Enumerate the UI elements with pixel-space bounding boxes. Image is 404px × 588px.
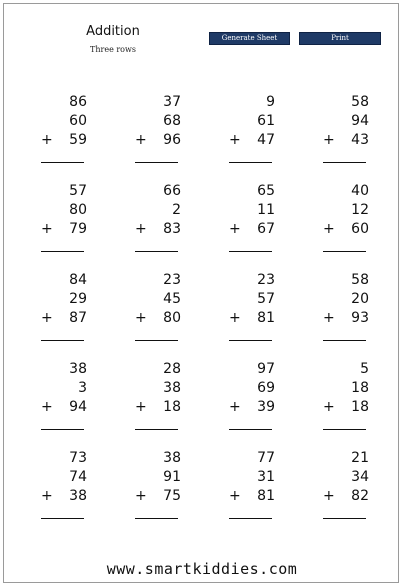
addend-3: 94 xyxy=(69,399,87,415)
answer-line xyxy=(323,429,366,430)
addend-2: 94 xyxy=(351,113,369,129)
addend-2: 29 xyxy=(69,291,87,307)
addition-problem xyxy=(323,449,369,529)
addend-1: 23 xyxy=(163,272,181,288)
addend-3: 59 xyxy=(69,132,87,148)
addend-1: 9 xyxy=(266,94,275,110)
plus-sign: + xyxy=(41,132,53,148)
addition-problem xyxy=(135,449,181,529)
answer-line xyxy=(323,162,366,163)
answer-line xyxy=(229,251,272,252)
page-subtitle: Three rows xyxy=(90,45,136,54)
addend-1: 58 xyxy=(351,272,369,288)
addend-1: 23 xyxy=(257,272,275,288)
plus-sign: + xyxy=(229,488,241,504)
answer-line xyxy=(41,518,84,519)
addition-problem xyxy=(135,271,181,351)
addition-problem xyxy=(323,182,369,262)
addend-3: 75 xyxy=(163,488,181,504)
addend-2: 74 xyxy=(69,469,87,485)
addition-problem xyxy=(135,360,181,440)
plus-sign: + xyxy=(323,399,335,415)
plus-sign: + xyxy=(41,310,53,326)
answer-line xyxy=(323,340,366,341)
plus-sign: + xyxy=(135,310,147,326)
answer-line xyxy=(135,162,178,163)
print-button[interactable]: Print xyxy=(299,32,381,45)
plus-sign: + xyxy=(229,221,241,237)
addend-1: 38 xyxy=(69,361,87,377)
addend-1: 21 xyxy=(351,450,369,466)
addition-problem xyxy=(41,449,87,529)
addition-problem xyxy=(41,360,87,440)
answer-line xyxy=(229,429,272,430)
addend-1: 73 xyxy=(69,450,87,466)
addend-3: 67 xyxy=(257,221,275,237)
addition-problem xyxy=(229,271,275,351)
addition-problem xyxy=(323,93,369,173)
addend-2: 2 xyxy=(172,202,181,218)
plus-sign: + xyxy=(323,221,335,237)
addend-1: 37 xyxy=(163,94,181,110)
addend-3: 18 xyxy=(163,399,181,415)
addend-1: 28 xyxy=(163,361,181,377)
addend-2: 38 xyxy=(163,380,181,396)
addend-1: 58 xyxy=(351,94,369,110)
addition-problem xyxy=(323,360,369,440)
addend-3: 93 xyxy=(351,310,369,326)
addend-2: 34 xyxy=(351,469,369,485)
answer-line xyxy=(135,518,178,519)
addend-2: 91 xyxy=(163,469,181,485)
addition-problem xyxy=(41,93,87,173)
plus-sign: + xyxy=(323,488,335,504)
addend-2: 61 xyxy=(257,113,275,129)
addend-3: 82 xyxy=(351,488,369,504)
addend-1: 38 xyxy=(163,450,181,466)
answer-line xyxy=(229,518,272,519)
addend-1: 84 xyxy=(69,272,87,288)
plus-sign: + xyxy=(135,399,147,415)
addend-2: 68 xyxy=(163,113,181,129)
addend-1: 57 xyxy=(69,183,87,199)
addend-3: 81 xyxy=(257,488,275,504)
addend-3: 43 xyxy=(351,132,369,148)
addition-problem xyxy=(229,93,275,173)
addend-3: 18 xyxy=(351,399,369,415)
addend-2: 12 xyxy=(351,202,369,218)
addend-1: 65 xyxy=(257,183,275,199)
addend-1: 77 xyxy=(257,450,275,466)
plus-sign: + xyxy=(41,399,53,415)
addend-1: 86 xyxy=(69,94,87,110)
addend-1: 40 xyxy=(351,183,369,199)
addend-3: 81 xyxy=(257,310,275,326)
page-title: Addition xyxy=(86,24,140,39)
addition-problem xyxy=(41,182,87,262)
plus-sign: + xyxy=(135,221,147,237)
addend-3: 60 xyxy=(351,221,369,237)
answer-line xyxy=(41,251,84,252)
plus-sign: + xyxy=(229,399,241,415)
addend-3: 83 xyxy=(163,221,181,237)
addend-3: 38 xyxy=(69,488,87,504)
plus-sign: + xyxy=(229,132,241,148)
addend-2: 60 xyxy=(69,113,87,129)
addend-3: 96 xyxy=(163,132,181,148)
site-url: www.smartkiddies.com xyxy=(106,560,298,578)
addend-2: 45 xyxy=(163,291,181,307)
answer-line xyxy=(323,251,366,252)
answer-line xyxy=(229,340,272,341)
addend-3: 79 xyxy=(69,221,87,237)
answer-line xyxy=(135,429,178,430)
addition-problem xyxy=(41,271,87,351)
addend-2: 3 xyxy=(78,380,87,396)
answer-line xyxy=(229,162,272,163)
plus-sign: + xyxy=(229,310,241,326)
answer-line xyxy=(41,429,84,430)
addition-problem xyxy=(323,271,369,351)
addend-1: 97 xyxy=(257,361,275,377)
answer-line xyxy=(41,340,84,341)
addend-2: 31 xyxy=(257,469,275,485)
plus-sign: + xyxy=(41,488,53,504)
plus-sign: + xyxy=(323,310,335,326)
addend-2: 11 xyxy=(257,202,275,218)
answer-line xyxy=(41,162,84,163)
addend-2: 20 xyxy=(351,291,369,307)
addition-problem xyxy=(135,182,181,262)
addend-2: 18 xyxy=(351,380,369,396)
answer-line xyxy=(135,340,178,341)
answer-line xyxy=(323,518,366,519)
addend-3: 47 xyxy=(257,132,275,148)
addition-problem xyxy=(229,360,275,440)
addend-3: 80 xyxy=(163,310,181,326)
addend-2: 57 xyxy=(257,291,275,307)
plus-sign: + xyxy=(323,132,335,148)
addend-1: 5 xyxy=(360,361,369,377)
addend-3: 87 xyxy=(69,310,87,326)
answer-line xyxy=(135,251,178,252)
addend-2: 69 xyxy=(257,380,275,396)
generate-sheet-button[interactable]: Generate Sheet xyxy=(209,32,290,45)
addition-problem xyxy=(229,449,275,529)
plus-sign: + xyxy=(135,132,147,148)
addend-3: 39 xyxy=(257,399,275,415)
addend-2: 80 xyxy=(69,202,87,218)
addition-problem xyxy=(135,93,181,173)
addition-problem xyxy=(229,182,275,262)
plus-sign: + xyxy=(41,221,53,237)
plus-sign: + xyxy=(135,488,147,504)
addend-1: 66 xyxy=(163,183,181,199)
